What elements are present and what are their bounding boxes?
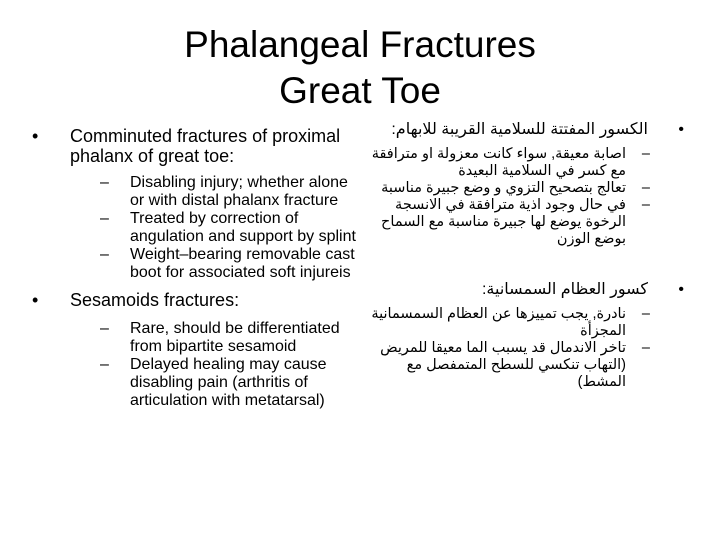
item-text: Treated by correction of angulation and support by splint bbox=[130, 210, 356, 245]
item-text: Disabling injury; whether alone or with distal phalanx fracture bbox=[130, 174, 348, 209]
dash-bullet: – bbox=[641, 306, 650, 322]
arabic-subitems-1 bbox=[368, 146, 688, 248]
list-item bbox=[30, 356, 360, 410]
list-item bbox=[368, 180, 688, 197]
arabic-heading-1 bbox=[368, 120, 688, 140]
list-item bbox=[30, 210, 360, 246]
dash-bullet: – bbox=[100, 174, 109, 191]
dash-bullet: – bbox=[100, 210, 109, 227]
bullet: • bbox=[32, 290, 39, 310]
list-item bbox=[30, 246, 360, 282]
item-text: اصابة معيقة, سواء كانت معزولة او مترافقة مع كسر في السلامية البعيدة bbox=[371, 146, 626, 179]
list-item bbox=[368, 306, 688, 340]
arabic-section-1 bbox=[368, 120, 688, 140]
arabic-subitems-2 bbox=[368, 306, 688, 391]
english-column bbox=[30, 126, 360, 410]
list-item bbox=[30, 174, 360, 210]
dash-bullet: – bbox=[641, 180, 650, 196]
dash-bullet: – bbox=[100, 246, 109, 263]
english-subitems-2 bbox=[30, 320, 360, 410]
english-heading-2 bbox=[30, 290, 360, 310]
arabic-heading-2 bbox=[368, 280, 688, 300]
item-text: Weight–bearing removable cast boot for associated soft injureis bbox=[130, 246, 355, 281]
dash-bullet: – bbox=[100, 320, 109, 337]
dash-bullet: – bbox=[641, 340, 650, 356]
arabic-section-2 bbox=[368, 280, 688, 300]
item-text: في حال وجود اذية مترافقة في الانسجة الرخوة يوضع لها جبيرة مناسبة مع السماح بوضع الوزن bbox=[381, 197, 626, 247]
item-text: Rare, should be differentiated from bipartite sesamoid bbox=[130, 320, 340, 355]
item-text: Delayed healing may cause disabling pain (arthritis of articulation with metatarsal) bbox=[130, 356, 327, 409]
dash-bullet: – bbox=[100, 356, 109, 373]
bullet: • bbox=[678, 281, 684, 298]
item-text: نادرة, يجب تمييزها عن العظام السمسمانية المجزأة bbox=[371, 306, 626, 339]
title-line-2: Great Toe bbox=[279, 70, 441, 111]
arabic-column bbox=[368, 120, 688, 391]
english-section-2 bbox=[30, 290, 360, 310]
item-text: تعالج بتصحيح التزوي و وضع جبيرة مناسبة bbox=[381, 180, 626, 196]
english-section-1 bbox=[30, 126, 360, 166]
bullet: • bbox=[678, 121, 684, 138]
english-subitems-1 bbox=[30, 174, 360, 282]
title-line-1: Phalangeal Fractures bbox=[184, 24, 536, 65]
heading-text: Sesamoids fractures: bbox=[70, 290, 240, 310]
list-item bbox=[368, 340, 688, 391]
heading-text: Comminuted fractures of proximal phalanx of great toe: bbox=[70, 126, 341, 166]
dash-bullet: – bbox=[641, 146, 650, 162]
heading-text: كسور العظام السمسانية: bbox=[481, 281, 648, 298]
bullet: • bbox=[32, 126, 39, 146]
english-heading-1 bbox=[30, 126, 360, 166]
heading-text: الكسور المفتتة للسلامية القريبة للابهام: bbox=[391, 121, 648, 138]
list-item bbox=[368, 146, 688, 180]
dash-bullet: – bbox=[641, 197, 650, 213]
list-item bbox=[30, 320, 360, 356]
slide-title bbox=[0, 22, 720, 114]
item-text: تاخر الاندمال قد يسبب الما معيقا للمريض (التهاب تنكسي للسطح المتمفصل مع المشط) bbox=[380, 340, 626, 390]
list-item bbox=[368, 197, 688, 248]
